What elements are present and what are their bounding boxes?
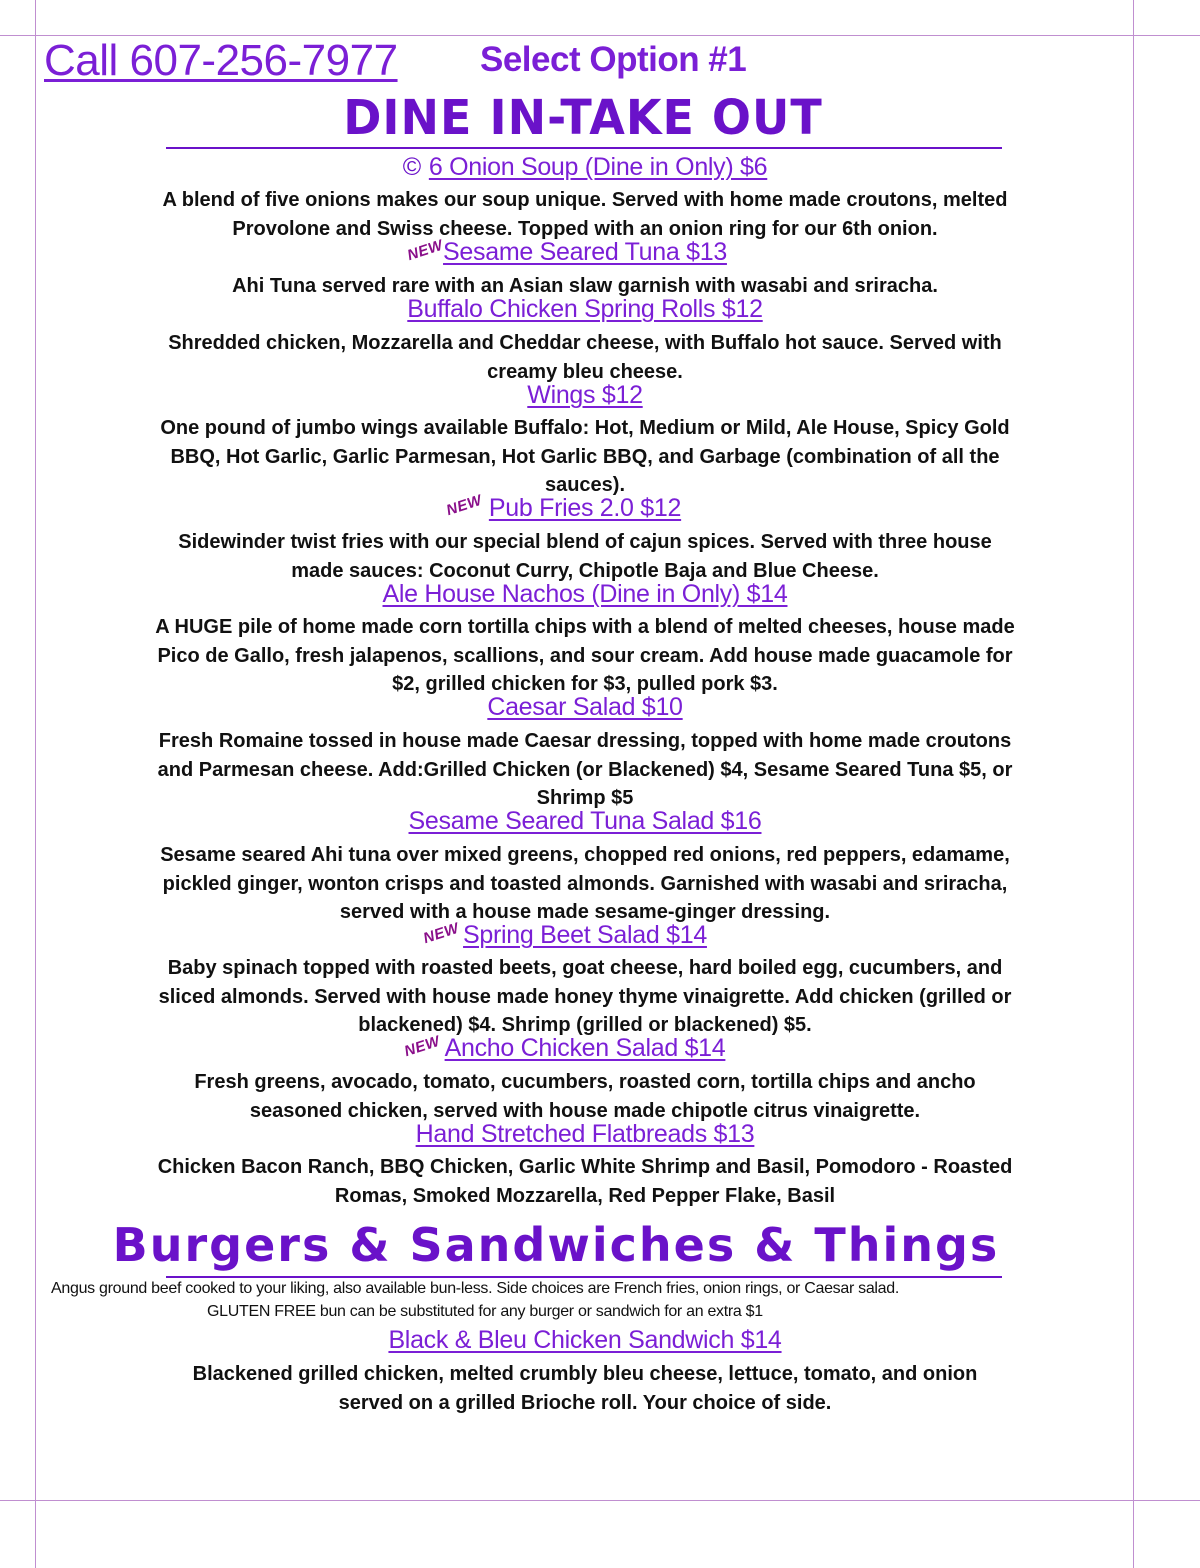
section-rule-burgers <box>166 1276 1002 1278</box>
item-desc-spring-rolls: Shredded chicken, Mozzarella and Cheddar cheese, with Buffalo hot sauce. Served with creamy bleu cheese. <box>168 332 1002 383</box>
item-desc-onion-soup: A blend of five onions makes our soup unique. Served with home made croutons, melted Provolone and Swiss cheese. Topped with an onion ring for our 6th onion. <box>162 189 1008 240</box>
item-desc-beet-salad: Baby spinach topped with roasted beets, goat cheese, hard boiled egg, cucumbers, and sliced almonds. Served with house made honey thyme vinaigrette. Add chicken (grilled or blackened) $4. Shrimp (grilled or blackened) $5. <box>158 957 1012 1036</box>
item-title-nachos: Ale House Nachos (Dine in Only) $14 <box>382 580 788 608</box>
select-option-label: Select Option #1 <box>480 40 747 79</box>
item-desc-pub-fries: Sidewinder twist fries with our special blend of cajun spices. Served with three house made sauces: Coconut Curry, Chipotle Baja and Blue Cheese. <box>178 531 992 582</box>
phone-number[interactable]: Call 607-256-7977 <box>44 36 398 85</box>
item-desc-ancho-salad: Fresh greens, avocado, tomato, cucumbers, roasted corn, tortilla chips and ancho seasoned chicken, served with house made chipotle citrus vinaigrette. <box>194 1071 976 1122</box>
new-badge: NEW <box>402 1032 443 1061</box>
section-title-burgers: Burgers & Sandwiches & Things <box>112 1218 1000 1272</box>
item-desc-wings: One pound of jumbo wings available Buffalo: Hot, Medium or Mild, Ale House, Spicy Gold BBQ, Hot Garlic, Garlic Parmesan, Hot Garlic BBQ, and Garbage (combination of all the sauces). <box>160 417 1010 496</box>
item-title-wings: Wings $12 <box>527 381 643 409</box>
item-desc-tuna-salad: Sesame seared Ahi tuna over mixed greens, chopped red onions, red peppers, edamame, pickled ginger, wonton crisps and toasted almonds. Garnished with wasabi and sriracha, served with a house made sesame-ginger dressing. <box>160 844 1010 923</box>
item-title-spring-rolls: Buffalo Chicken Spring Rolls $12 <box>407 295 763 323</box>
item-desc-flatbreads: Chicken Bacon Ranch, BBQ Chicken, Garlic White Shrimp and Basil, Pomodoro - Roasted Romas, Smoked Mozzarella, Red Pepper Flake, Basil <box>157 1156 1013 1207</box>
burger-note: Angus ground beef cooked to your liking, also available bun-less. Side choices are French fries, onion rings, or Caesar salad. <box>51 1280 900 1297</box>
item-title-beet-salad: Spring Beet Salad $14 <box>463 921 707 949</box>
item-title-sesame-tuna: Sesame Seared Tuna $13 <box>443 238 727 266</box>
copyright-symbol: © <box>402 153 421 181</box>
item-title-text: 6 Onion Soup (Dine in Only) $6 <box>428 153 768 181</box>
item-title-tuna-salad: Sesame Seared Tuna Salad $16 <box>408 807 762 835</box>
item-title-black-bleu-sandwich: Black & Bleu Chicken Sandwich $14 <box>388 1326 782 1354</box>
crop-mark-bottom <box>0 1500 1200 1501</box>
item-title-pub-fries: Pub Fries 2.0 $12 <box>488 494 682 522</box>
item-desc-caesar-salad: Fresh Romaine tossed in house made Caesar dressing, topped with home made croutons and Parmesan cheese. Add:Grilled Chicken (or Blackened) $4, Sesame Seared Tuna $5, or Shrimp $5 <box>157 730 1013 809</box>
item-title-caesar-salad: Caesar Salad $10 <box>487 693 683 721</box>
new-badge: NEW <box>444 491 485 520</box>
gluten-free-note: GLUTEN FREE bun can be substituted for any burger or sandwich for an extra $1 <box>207 1303 763 1320</box>
item-title-flatbreads: Hand Stretched Flatbreads $13 <box>415 1120 755 1148</box>
section-title-dine-in: DINE IN-TAKE OUT <box>343 88 823 146</box>
new-badge: NEW <box>405 236 446 265</box>
item-title-onion-soup <box>0 153 1170 182</box>
section-rule-dine-in <box>166 147 1002 149</box>
item-desc-sesame-tuna: Ahi Tuna served rare with an Asian slaw garnish with wasabi and sriracha. <box>232 275 938 297</box>
new-badge: NEW <box>421 919 462 948</box>
item-desc-nachos: A HUGE pile of home made corn tortilla chips with a blend of melted cheeses, house made Pico de Gallo, fresh jalapenos, scallions, and sour cream. Add house made guacamole for $2, grilled chicken for $3, pulled pork $3. <box>155 616 1015 695</box>
item-desc-black-bleu-sandwich: Blackened grilled chicken, melted crumbly bleu cheese, lettuce, tomato, and onion served on a grilled Brioche roll. Your choice of side. <box>192 1363 978 1414</box>
item-title-ancho-salad: Ancho Chicken Salad $14 <box>444 1034 726 1062</box>
